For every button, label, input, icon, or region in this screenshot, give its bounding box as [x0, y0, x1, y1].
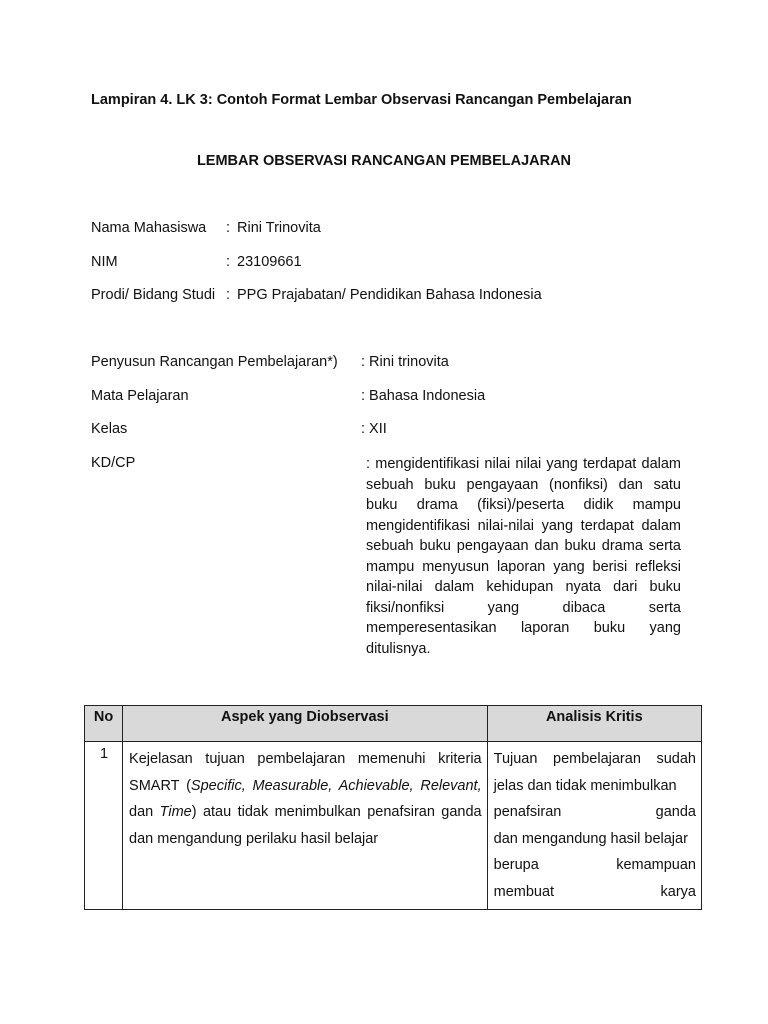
analysis-line: penafsiran ganda — [493, 804, 696, 820]
aspect-text: ) atau tidak menimbulkan penafsiran ganda dan mengandung perilaku hasil belajar — [129, 804, 482, 847]
header-aspek: Aspek yang Diobservasi — [123, 706, 488, 742]
info-label: Penyusun Rancangan Pembelajaran*) — [91, 354, 338, 370]
row-number: 1 — [85, 742, 123, 910]
analysis-line: berupa kemampuan — [493, 857, 696, 873]
identity-value: 23109661 — [237, 254, 302, 270]
attachment-heading: Lampiran 4. LK 3: Contoh Format Lembar Observasi Rancangan Pembelajaran — [91, 92, 632, 108]
info-label: Kelas — [91, 421, 128, 437]
aspect-cell — [123, 742, 488, 910]
identity-colon: : — [226, 254, 231, 270]
analysis-line: jelas dan tidak menimbulkan — [493, 777, 677, 794]
info-label: Mata Pelajaran — [91, 388, 189, 404]
table-header-row — [85, 706, 702, 742]
aspect-text: dan — [129, 804, 154, 820]
info-value: : Bahasa Indonesia — [361, 388, 486, 404]
info-value: : XII — [361, 421, 387, 437]
aspect-text: Kejelasan tujuan pembelajaran memenuhi kriteria SMART ( — [129, 751, 482, 794]
kd-cp-description: : mengidentifikasi nilai nilai yang terdapat dalam sebuah buku pengayaan (nonfiksi) dan satu buku drama (fiksi)/peserta didik mampu mengidentifikasi nilai-nilai yang terdapat dalam sebuah buku pengayaan dan buku drama serta mampu menyusun laporan yang berisi refleksi nilai-nilai dalam kehidupan nyata dari buku fiksi/nonfiksi yang dibaca serta memperesentasikan laporan buku yang ditulisnya. — [366, 456, 681, 657]
info-value: : Rini trinovita — [361, 354, 449, 370]
identity-label: Nama Mahasiswa — [91, 220, 207, 236]
header-analisis: Analisis Kritis — [487, 706, 701, 742]
info-label: KD/CP — [91, 455, 136, 471]
identity-value: Rini Trinovita — [237, 220, 321, 236]
analysis-cell — [487, 742, 701, 910]
document-title: LEMBAR OBSERVASI RANCANGAN PEMBELAJARAN — [196, 153, 572, 169]
table-row — [85, 742, 702, 910]
aspect-text-italic: Specific, Measurable, Achievable, Relevant, — [190, 777, 482, 794]
observation-table — [84, 705, 702, 910]
analysis-line: dan mengandung hasil belajar — [493, 830, 688, 847]
identity-colon: : — [226, 287, 231, 303]
analysis-line: membuat karya — [493, 883, 696, 900]
identity-label: NIM — [91, 254, 118, 270]
identity-label: Prodi/ Bidang Studi — [91, 287, 216, 303]
analysis-line: Tujuan pembelajaran sudah — [493, 751, 696, 767]
identity-value: PPG Prajabatan/ Pendidikan Bahasa Indonesia — [237, 287, 542, 303]
identity-colon: : — [226, 220, 231, 236]
header-no: No — [85, 706, 123, 742]
aspect-text-italic: Time — [159, 804, 192, 820]
